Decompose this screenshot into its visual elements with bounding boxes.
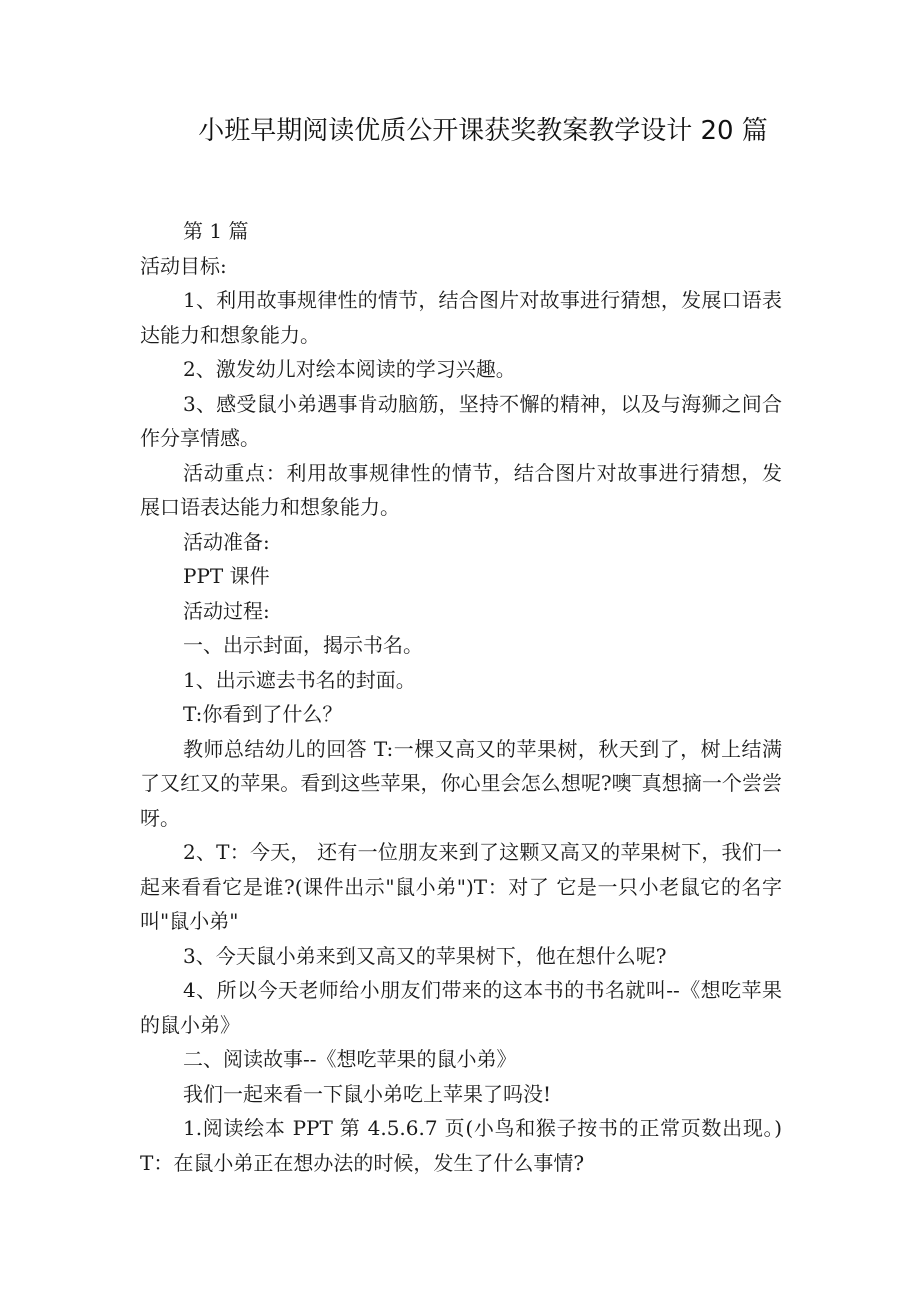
paragraph: 教师总结幼儿的回答 T:一棵又高又的苹果树，秋天到了，树上结满了又红又的苹果。看到这些苹果，你心里会怎么想呢?噢‾真想摘一个尝尝呀。 [140,736,782,830]
paragraph: 3、今天鼠小弟来到又高又的苹果树下，他在想什么呢? [183,943,667,968]
paragraph: 1、出示遮去书名的封面。 [183,667,416,692]
paragraph: 3、感受鼠小弟遇事肯动脑筋，坚持不懈的精神，以及与海狮之间合作分享情感。 [140,391,782,450]
paragraph: 2、T：今天， 还有一位朋友来到了这颗又高又的苹果树下，我们一起来看看它是谁?(课件出示"鼠小弟")T：对了 它是一只小老鼠它的名字叫"鼠小弟" [140,840,782,933]
section-heading: 第 1 篇 [183,219,249,243]
paragraph: T:你看到了什么？ [183,702,343,726]
paragraph: 2、激发幼儿对绘本阅读的学习兴趣。 [183,357,516,381]
paragraph: 活动过程: [183,598,270,623]
paragraph: 活动重点：利用故事规律性的情节，结合图片对故事进行猜想，发展口语表达能力和想象能力。 [140,460,782,519]
paragraph: 一、出示封面，揭示书名。 [183,633,423,657]
paragraph: 活动准备: [183,529,270,554]
paragraph: 1、利用故事规律性的情节，结合图片对故事进行猜想，发展口语表达能力和想象能力。 [140,288,782,347]
document-body [140,214,782,1180]
document-title: 小班早期阅读优质公开课获奖教案教学设计 20 篇 [198,116,768,146]
paragraph: 活动目标: [140,253,227,278]
paragraph: 1.阅读绘本 PPT 第 4.5.6.7 页(小鸟和猴子按书的正常页数出现。)T：在鼠小弟正在想办法的时候，发生了什么事情? [140,1116,782,1175]
paragraph: 我们一起来看一下鼠小弟吃上苹果了吗没! [183,1081,552,1106]
paragraph: 4、所以今天老师给小朋友们带来的这本书的书名就叫--《想吃苹果的鼠小弟》 [140,978,782,1037]
paragraph: PPT 课件 [183,564,270,588]
paragraph: 二、阅读故事--《想吃苹果的鼠小弟》 [183,1047,517,1071]
